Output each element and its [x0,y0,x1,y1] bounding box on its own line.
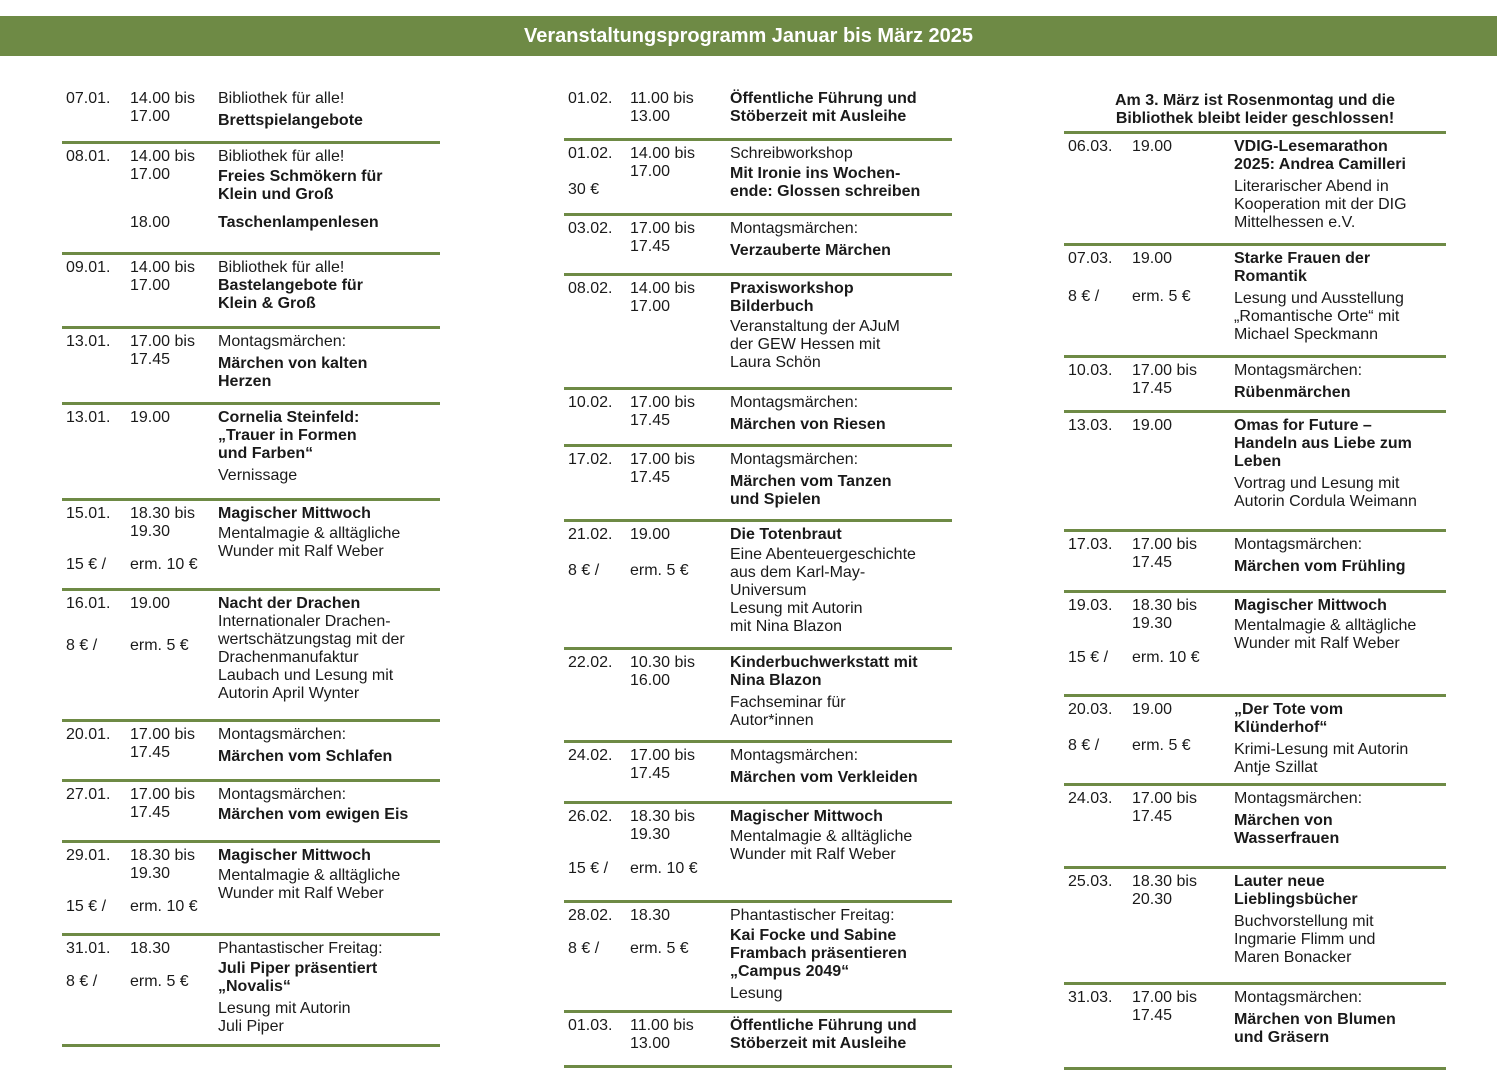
event-time: 18.30 bis [1132,597,1197,614]
event-time: 13.00 [630,1035,671,1052]
event-time: 17.45 [630,765,671,782]
event-description: Mentalmagie & alltägliche [730,828,913,845]
event-time: 14.00 bis [630,280,695,297]
event-time: 17.00 [630,163,671,180]
event-time: 18.30 bis [130,847,195,864]
event-price: 15 € / [66,556,107,573]
event-date: 13.01. [66,409,111,426]
event-title: Kinderbuchwerkstatt mit [730,654,918,671]
event-description: Mentalmagie & alltägliche [218,867,401,884]
event-title: Lieblingsbücher [1234,891,1358,908]
event-description: Laura Schön [730,354,821,371]
event-title: Wasserfrauen [1234,830,1340,847]
event-row [564,522,952,650]
event-date: 20.01. [66,726,111,743]
event-date: 26.02. [568,808,613,825]
event-description: Laubach und Lesung mit [218,667,394,684]
event-description: Mentalmagie & alltägliche [218,525,401,542]
event-row [564,141,952,216]
event-row [1064,869,1446,985]
event-title: Praxisworkshop [730,280,854,297]
event-time: 19.30 [130,523,171,540]
event-date: 01.02. [568,90,613,107]
event-time: 17.00 bis [1132,989,1197,1006]
event-price: 15 € / [568,860,609,877]
event-description: Lesung und Ausstellung [1234,290,1404,307]
event-description: Wunder mit Ralf Weber [1234,635,1400,652]
event-reduced-price: erm. 5 € [1132,737,1191,754]
event-description: Autor*innen [730,712,814,729]
program-banner: Veranstaltungsprogramm Januar bis März 2025 [0,16,1497,56]
event-title: Herzen [218,373,272,390]
event-date: 10.03. [1068,362,1113,379]
event-title: Bastelangebote für [218,277,363,294]
event-description: Vortrag und Lesung mit [1234,475,1400,492]
event-category: Phantastischer Freitag: [218,940,383,957]
event-title: Märchen vom Verkleiden [730,769,918,786]
event-description: Buchvorstellung mit [1234,913,1374,930]
event-time: 18.30 bis [130,505,195,522]
event-category: Bibliothek für alle! [218,90,345,107]
event-date: 22.02. [568,654,613,671]
event-date: 21.02. [568,526,613,543]
event-date: 20.03. [1068,701,1113,718]
event-time: 17.45 [1132,380,1173,397]
event-title: Mit Ironie ins Wochen- [730,165,901,182]
event-title: Lauter neue [1234,873,1325,890]
column-january [62,86,440,1047]
event-time: 17.45 [630,469,671,486]
event-reduced-price: erm. 5 € [630,562,689,579]
event-description: „Romantische Orte“ mit [1234,308,1400,325]
event-time: 17.00 bis [630,394,695,411]
event-date: 31.03. [1068,989,1113,1006]
event-title: Stöberzeit mit Ausleihe [730,1035,907,1052]
event-title: Leben [1234,453,1282,470]
event-date: 09.01. [66,259,111,276]
event-time: 10.30 bis [630,654,695,671]
event-time: 19.00 [1132,250,1173,267]
event-title: Märchen vom Tanzen [730,473,892,490]
event-category: Montagsmärchen: [1234,790,1363,807]
event-date: 03.02. [568,220,613,237]
event-title: und Spielen [730,491,821,508]
event-time: 17.00 [130,108,171,125]
event-title: Rübenmärchen [1234,384,1351,401]
event-description: Lesung [730,985,783,1002]
event-title: Klein und Groß [218,186,334,203]
event-reduced-price: erm. 5 € [130,973,189,990]
event-time: 19.30 [1132,615,1173,632]
event-time: 17.00 bis [1132,790,1197,807]
event-category: Montagsmärchen: [1234,362,1363,379]
event-time: 18.00 [130,214,171,231]
event-time: 11.00 bis [630,1017,694,1034]
event-category: Bibliothek für alle! [218,259,345,276]
event-description: Wunder mit Ralf Weber [218,543,384,560]
event-title: Magischer Mittwoch [218,847,371,864]
event-title: Öffentliche Führung und [730,1017,917,1034]
event-title: und Gräsern [1234,1029,1330,1046]
event-title: Märchen von kalten [218,355,368,372]
event-row [62,86,440,144]
event-time: 19.00 [630,526,671,543]
event-description: mit Nina Blazon [730,618,843,635]
event-row [62,843,440,936]
event-time: 18.30 bis [1132,873,1197,890]
event-row [62,255,440,329]
event-time: 17.00 [130,166,171,183]
event-time: 16.00 [630,672,671,689]
event-description: Internationaler Drachen- [218,613,391,630]
event-title: „Campus 2049“ [730,963,850,980]
event-time: 17.00 bis [130,726,195,743]
event-description: aus dem Karl-May- [730,564,866,581]
event-time: 19.00 [1132,138,1173,155]
event-date: 08.01. [66,148,111,165]
event-date: 07.03. [1068,250,1113,267]
event-reduced-price: erm. 10 € [130,898,198,915]
event-title: Cornelia Steinfeld: [218,409,360,426]
event-description: Veranstaltung der AJuM [730,318,900,335]
column-february [564,86,952,1068]
event-title: Handeln aus Liebe zum [1234,435,1412,452]
event-time: 17.45 [130,744,171,761]
event-row [1064,786,1446,869]
event-time: 19.30 [630,826,671,843]
event-row [564,743,952,804]
event-row [564,804,952,903]
event-date: 06.03. [1068,138,1113,155]
event-description: Drachenmanufaktur [218,649,359,666]
event-title: „Der Tote vom [1234,701,1344,718]
event-title: „Trauer in Formen [218,427,357,444]
event-category: Montagsmärchen: [730,394,859,411]
event-time: 17.00 bis [130,786,195,803]
event-description: Mittelhessen e.V. [1234,214,1356,231]
event-time: 17.45 [1132,554,1173,571]
event-description: Autorin April Wynter [218,685,360,702]
event-reduced-price: erm. 10 € [130,556,198,573]
event-title: „Novalis“ [218,978,291,995]
event-category: Montagsmärchen: [730,220,859,237]
event-row [62,722,440,782]
event-date: 29.01. [66,847,111,864]
event-row [564,276,952,390]
event-time: 19.30 [130,865,171,882]
event-time: 11.00 bis [630,90,694,107]
event-title: Nacht der Drachen [218,595,361,612]
event-date: 28.02. [568,907,613,924]
event-title: Märchen vom Schlafen [218,748,393,765]
event-row [564,903,952,1013]
event-time: 19.00 [1132,417,1173,434]
event-time: 17.00 bis [130,333,195,350]
event-title: Märchen von Riesen [730,416,886,433]
event-title: Starke Frauen der [1234,250,1371,267]
event-description: Autorin Cordula Weimann [1234,493,1417,510]
rosenmontag-notice [1064,86,1446,134]
event-category: Montagsmärchen: [218,333,347,350]
event-date: 17.02. [568,451,613,468]
event-price: 15 € / [1068,649,1109,666]
event-description: Ingmarie Flimm und [1234,931,1376,948]
event-price: 8 € / [66,637,98,654]
event-title: und Farben“ [218,445,314,462]
event-title: Märchen vom ewigen Eis [218,806,409,823]
event-title: Die Totenbraut [730,526,842,543]
event-row [564,390,952,447]
event-time: 17.45 [630,412,671,429]
event-row [62,405,440,501]
event-title: Taschenlampenlesen [218,214,379,231]
event-time: 17.00 bis [630,747,695,764]
event-date: 10.02. [568,394,613,411]
event-reduced-price: erm. 5 € [130,637,189,654]
event-title: Klein & Groß [218,295,316,312]
event-price: 8 € / [1068,288,1100,305]
event-date: 16.01. [66,595,111,612]
event-description: wertschätzungstag mit der [218,631,405,648]
event-date: 25.03. [1068,873,1113,890]
event-date: 31.01. [66,940,111,957]
event-time: 17.00 bis [630,220,695,237]
event-category: Phantastischer Freitag: [730,907,895,924]
column-march [1064,86,1446,1070]
event-row [564,86,952,141]
event-date: 01.02. [568,145,613,162]
event-title: Märchen von Blumen [1234,1011,1396,1028]
notice-line: Bibliothek bleibt leider geschlossen! [1115,110,1395,127]
event-price: 8 € / [1068,737,1100,754]
event-date: 17.03. [1068,536,1113,553]
event-row [1064,697,1446,786]
event-time: 20.30 [1132,891,1173,908]
event-time: 19.00 [1132,701,1173,718]
event-date: 07.01. [66,90,111,107]
event-time: 17.00 [130,277,171,294]
event-row [1064,593,1446,697]
event-category: Montagsmärchen: [218,786,347,803]
event-category: Montagsmärchen: [1234,989,1363,1006]
event-description: Universum [730,582,807,599]
event-description: der GEW Hessen mit [730,336,881,353]
event-row [62,782,440,843]
event-time: 17.45 [1132,808,1173,825]
event-date: 13.01. [66,333,111,350]
event-description: Eine Abenteuergeschichte [730,546,916,563]
event-title: Brettspielangebote [218,112,363,129]
event-price: 8 € / [66,973,98,990]
event-title: Juli Piper präsentiert [218,960,378,977]
event-time: 18.30 [130,940,171,957]
event-time: 17.00 bis [1132,362,1197,379]
event-price: 8 € / [568,940,600,957]
event-description: Krimi-Lesung mit Autorin [1234,741,1409,758]
event-title: Bilderbuch [730,298,814,315]
event-row [1064,358,1446,413]
event-time: 17.45 [130,351,171,368]
event-description: Lesung mit Autorin [730,600,863,617]
event-description: Kooperation mit der DIG [1234,196,1407,213]
event-title: Verzauberte Märchen [730,242,891,259]
event-time: 13.00 [630,108,671,125]
event-reduced-price: erm. 10 € [1132,649,1200,666]
event-time: 17.45 [1132,1007,1173,1024]
event-title: Romantik [1234,268,1307,285]
event-title: Magischer Mittwoch [730,808,883,825]
event-row [564,1013,952,1068]
event-date: 01.03. [568,1017,613,1034]
event-description: Antje Szillat [1234,759,1318,776]
event-description: Michael Speckmann [1234,326,1379,343]
event-time: 17.00 [630,298,671,315]
event-category: Schreibworkshop [730,145,853,162]
event-price: 8 € / [568,562,600,579]
event-description: Fachseminar für [730,694,846,711]
event-date: 24.02. [568,747,613,764]
event-date: 24.03. [1068,790,1113,807]
event-date: 27.01. [66,786,111,803]
event-description: Juli Piper [218,1018,284,1035]
event-title: Stöberzeit mit Ausleihe [730,108,907,125]
event-row [1064,413,1446,532]
event-title: Märchen vom Frühling [1234,558,1406,575]
event-category: Montagsmärchen: [1234,536,1363,553]
event-time: 19.00 [130,595,171,612]
event-row [62,329,440,405]
event-title: Magischer Mittwoch [1234,597,1387,614]
event-title: Klünderhof“ [1234,719,1328,736]
event-row [62,591,440,722]
event-time: 14.00 bis [130,148,195,165]
event-row [1064,134,1446,246]
event-time: 17.45 [130,804,171,821]
event-description: Wunder mit Ralf Weber [218,885,384,902]
event-row [564,447,952,522]
notice-line: Am 3. März ist Rosenmontag und die [1114,92,1396,109]
event-row [1064,532,1446,593]
event-description: Maren Bonacker [1234,949,1352,966]
event-date: 19.03. [1068,597,1113,614]
event-title: Märchen von [1234,812,1333,829]
event-date: 13.03. [1068,417,1113,434]
event-title: VDIG-Lesemarathon [1234,138,1388,155]
event-title: Nina Blazon [730,672,822,689]
event-title: Freies Schmökern für [218,168,383,185]
event-time: 14.00 bis [630,145,695,162]
event-time: 14.00 bis [130,90,195,107]
event-title: Öffentliche Führung und [730,90,917,107]
event-row [1064,985,1446,1070]
event-category: Montagsmärchen: [730,747,859,764]
event-title: Magischer Mittwoch [218,505,371,522]
event-time: 18.30 [630,907,671,924]
event-description: Lesung mit Autorin [218,1000,351,1017]
event-row [1064,246,1446,358]
event-price: 30 € [568,181,600,198]
event-title: 2025: Andrea Camilleri [1234,156,1406,173]
event-date: 15.01. [66,505,111,522]
event-time: 17.00 bis [630,451,695,468]
event-reduced-price: erm. 5 € [1132,288,1191,305]
event-reduced-price: erm. 5 € [630,940,689,957]
event-reduced-price: erm. 10 € [630,860,698,877]
event-row [62,936,440,1047]
event-time: 14.00 bis [130,259,195,276]
event-title: Omas for Future – [1234,417,1372,434]
event-category: Montagsmärchen: [218,726,347,743]
event-date: 08.02. [568,280,613,297]
event-description: Vernissage [218,467,298,484]
event-price: 15 € / [66,898,107,915]
event-time: 17.00 bis [1132,536,1197,553]
event-row [564,216,952,276]
event-row [564,650,952,743]
event-title: Kai Focke und Sabine [730,927,897,944]
event-description: Literarischer Abend in [1234,178,1389,195]
event-row [62,144,440,255]
event-description: Wunder mit Ralf Weber [730,846,896,863]
event-category: Montagsmärchen: [730,451,859,468]
event-time: 18.30 bis [630,808,695,825]
event-category: Bibliothek für alle! [218,148,345,165]
event-time: 17.45 [630,238,671,255]
event-title: ende: Glossen schreiben [730,183,921,200]
event-time: 19.00 [130,409,171,426]
event-description: Mentalmagie & alltägliche [1234,617,1417,634]
event-title: Frambach präsentieren [730,945,907,962]
event-row [62,501,440,591]
